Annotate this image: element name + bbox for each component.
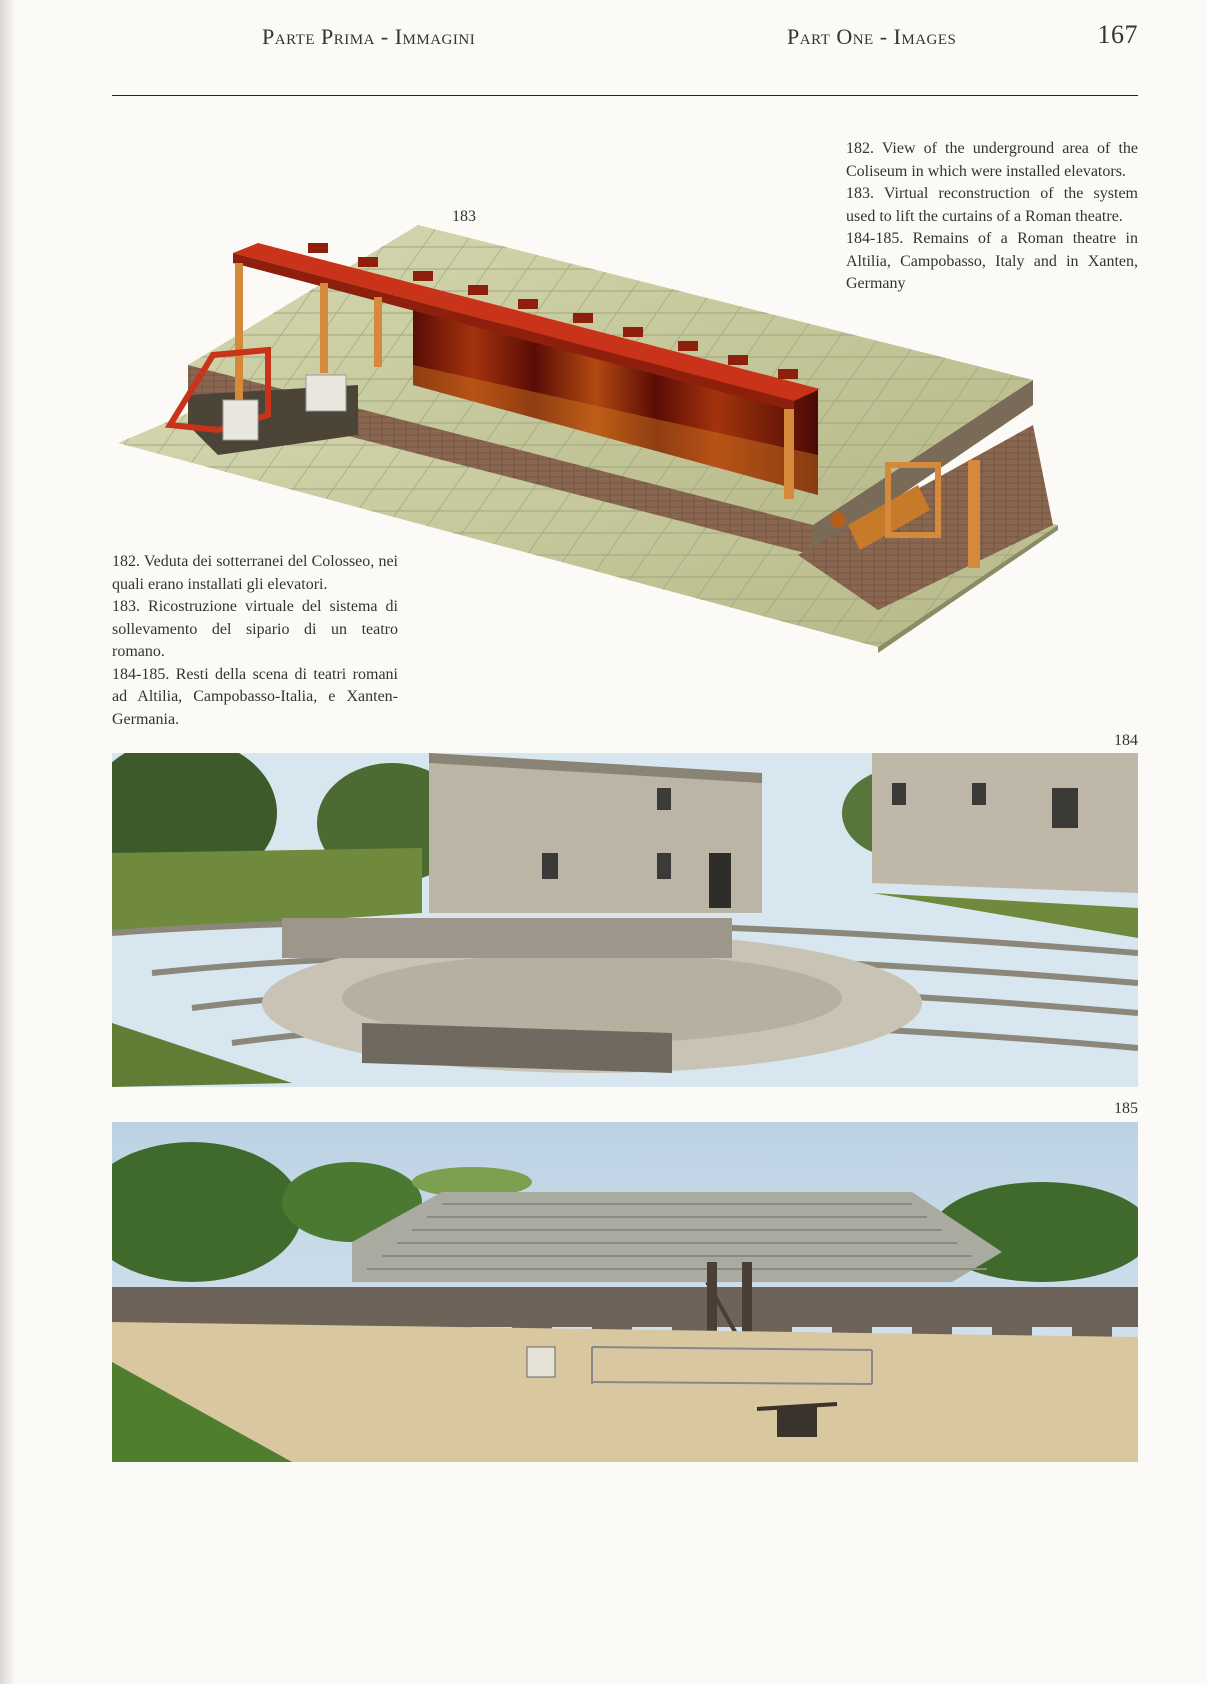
figure-184-photo <box>112 753 1138 1087</box>
header-left-title: Parte Prima - Immagini <box>262 24 476 49</box>
caption-it-184-185: 184-185. Resti della scena di teatri romani ad Altilia, Campobasso-Italia, e Xanten- Germania. <box>112 665 398 728</box>
page-number: 167 <box>1097 20 1138 49</box>
caption-it-182: 182. Veduta dei sotterranei del Colosseo, nei quali erano installati gli elevatori. <box>112 553 398 593</box>
caption-it-183: 183. Ricostruzione virtuale del sistema di sollevamento del sipario di un teatro romano. <box>112 598 398 660</box>
caption-italian <box>112 551 398 731</box>
figure-185-photo <box>112 1122 1138 1462</box>
figure-185-label: 185 <box>1114 1100 1138 1117</box>
figure-183-label: 183 <box>452 208 476 225</box>
caption-en-182: 182. View of the underground area of the Coliseum in which were installed elevators. <box>846 140 1138 180</box>
page-header <box>112 18 1138 58</box>
header-right-title: Part One - Images <box>787 24 957 49</box>
figure-184-label: 184 <box>1114 732 1138 749</box>
caption-en-184-185: 184-185. Remains of a Roman theatre in Altilia, Campobasso, Italy and in Xanten, Germany <box>846 230 1138 292</box>
header-rule <box>112 95 1138 96</box>
book-spine-shadow <box>0 0 16 1684</box>
caption-en-183: 183. Virtual reconstruction of the system used to lift the curtains of a Roman theatre. <box>846 185 1138 225</box>
